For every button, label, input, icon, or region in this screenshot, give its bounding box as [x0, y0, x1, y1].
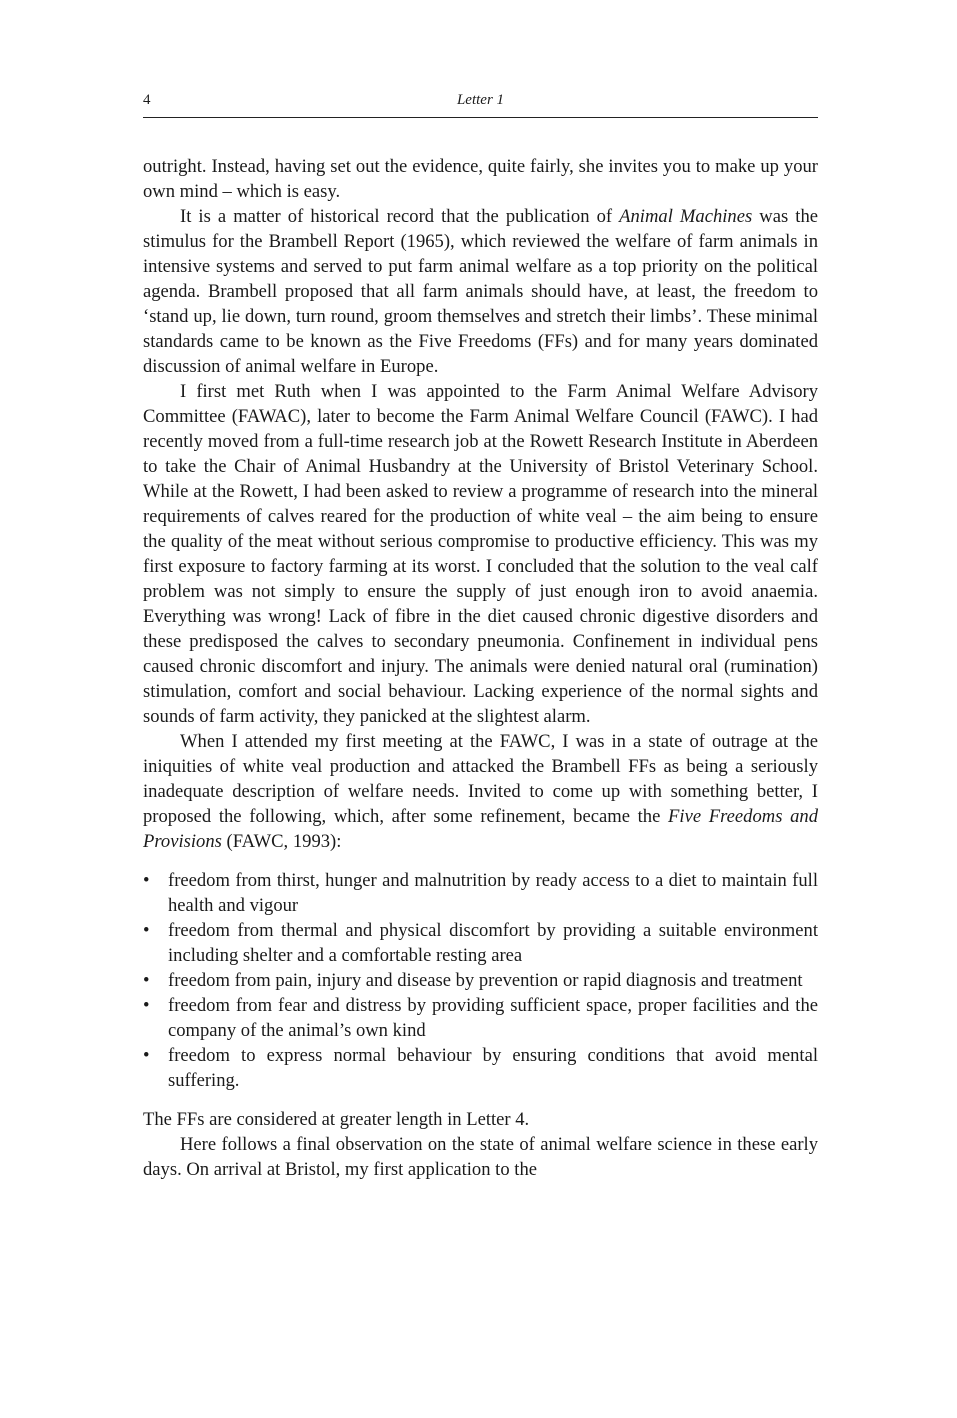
bullet-icon: •	[143, 920, 150, 941]
paragraph-4-text-b: (FAWC, 1993):	[221, 831, 342, 852]
list-item	[143, 918, 818, 968]
page-header	[143, 88, 818, 118]
paragraph-5: The FFs are considered at greater length in Letter 4.	[143, 1109, 530, 1130]
paragraph-4-text-a: When I attended my first meeting at the FAWC, I was in a state of outrage at the iniquities of white veal production and attacked the Brambell FFs as being a seriously inadequate description of welfare needs. Invited to come up with something better, I proposed the following, which, after some refinement, became the	[143, 731, 818, 827]
paragraph-3: I first met Ruth when I was appointed to the Farm Animal Welfare Advisory Committee (FAWAC), later to become the Farm Animal Welfare Council (FAWC). I had recently moved from a full-time research job at the Rowett Research Institute in Aberdeen to take the Chair of Animal Husbandry at the University of Bristol Veterinary School. While at the Rowett, I had been asked to review a programme of research into the mineral requirements of calves reared for the production of white veal – the aim being to ensure the quality of the meat without serious compromise to productive efficiency. This was my first exposure to factory farming at its worst. I concluded that the solution to the veal calf problem was not simply to ensure the supply of just enough iron to avoid anaemia. Everything was wrong! Lack of fibre in the diet caused chronic digestive disorders and these predisposed the calves to secondary pneumonia. Confinement in individual pens caused chronic discomfort and injury. The animals were denied natural oral (rumination) stimulation, comfort and social behaviour. Lacking experience of the normal sights and sounds of farm activity, they panicked at the slightest alarm.	[143, 381, 818, 727]
list-item	[143, 993, 818, 1043]
bullet-icon: •	[143, 995, 150, 1016]
body-text	[143, 154, 818, 1182]
five-freedoms-list	[143, 868, 818, 1093]
list-item	[143, 968, 818, 993]
paragraph-2-text-a: It is a matter of historical record that the publication of	[180, 206, 620, 227]
page-number: 4	[143, 92, 151, 108]
paragraph-1: outright. Instead, having set out the evidence, quite fairly, she invites you to make up your own mind – which is easy.	[143, 156, 818, 202]
paragraph-6: Here follows a final observation on the state of animal welfare science in these early days. On arrival at Bristol, my first application to the	[143, 1134, 818, 1180]
bullet-icon: •	[143, 1045, 150, 1066]
running-head: Letter 1	[456, 92, 505, 108]
paragraph-2-text-b: was the stimulus for the Brambell Report (1965), which reviewed the welfare of farm animals in intensive systems and served to put farm animal welfare as a top priority on the political agenda. Brambell proposed that all farm animals should have, at least, the freedom to ‘stand up, lie down, turn round, groom themselves and stretch their limbs’. These minimal standards came to be known as the Five Freedoms (FFs) and for many years dominated discussion of animal welfare in Europe.	[143, 206, 819, 377]
list-item-text: freedom from thermal and physical discomfort by providing a suitable environment including shelter and a comfortable resting area	[168, 920, 818, 966]
list-item-text: freedom to express normal behaviour by ensuring conditions that avoid mental suffering.	[168, 1045, 818, 1091]
bullet-icon: •	[143, 870, 150, 891]
five-freedoms-title: Five Freedoms and Provisions	[143, 806, 818, 852]
list-item-text: freedom from pain, injury and disease by prevention or rapid diagnosis and treatment	[168, 970, 803, 991]
list-item	[143, 1043, 818, 1093]
list-item-text: freedom from fear and distress by providing sufficient space, proper facilities and the company of the animal’s own kind	[168, 995, 818, 1041]
list-item-text: freedom from thirst, hunger and malnutrition by ready access to a diet to maintain full health and vigour	[168, 870, 818, 916]
book-title-animal-machines: Animal Machines	[619, 206, 753, 227]
book-page	[143, 88, 818, 1182]
paragraph-4	[143, 729, 818, 854]
bullet-icon: •	[143, 970, 150, 991]
list-item	[143, 868, 818, 918]
paragraph-2	[143, 204, 818, 379]
